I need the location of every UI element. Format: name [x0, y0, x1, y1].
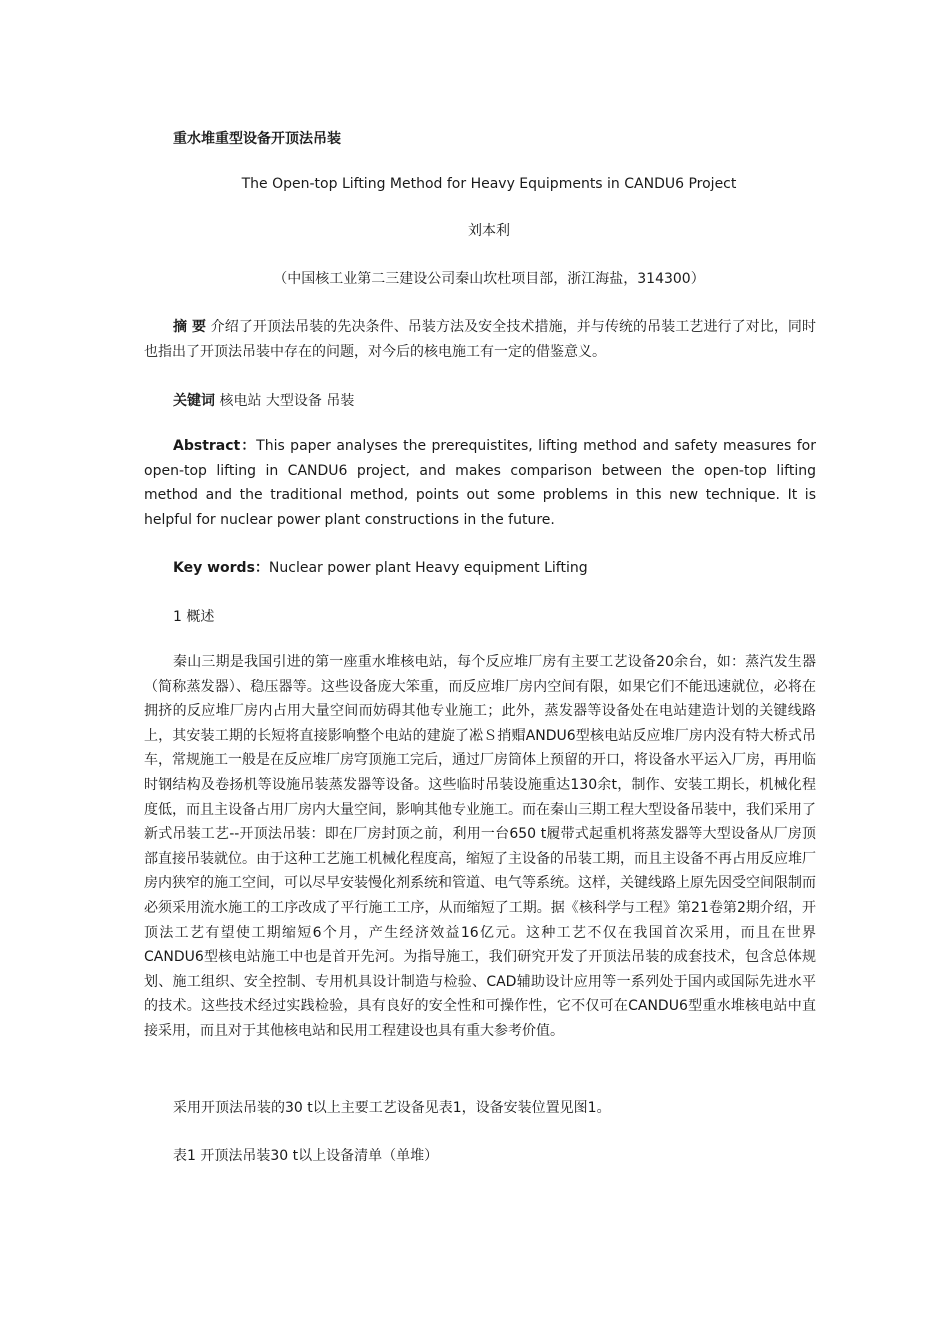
english-abstract-text: This paper analyses the prerequistites, lifting method and safety measures for open-top lifting in CANDU6 project, and makes comparison between the open-top lifting method and the traditional method, points out some problems in this new technique. It is helpful for nuclear power plant constructions in the future. — [144, 438, 816, 528]
chinese-abstract-text: 介绍了开顶法吊装的先决条件、吊装方法及安全技术措施，并与传统的吊装工艺进行了对比，同时也指出了开顶法吊装中存在的问题，对今后的核电施工有一定的借鉴意义。 — [144, 319, 817, 360]
english-title: The Open-top Lifting Method for Heavy Equipments in CANDU6 Project — [241, 176, 737, 192]
english-keywords — [144, 556, 816, 581]
chinese-keywords-text: 核电站 大型设备 吊装 — [219, 393, 355, 409]
chinese-abstract-label: 摘 要 — [173, 319, 207, 335]
chinese-abstract — [144, 315, 816, 365]
author-affiliation: （中国核工业第二三建设公司秦山坎杜项目部，浙江海盐，314300） — [273, 271, 705, 287]
english-keywords-text: Nuclear power plant Heavy equipment Lifting — [268, 560, 588, 576]
table-caption: 表1 开顶法吊装30 t以上设备清单（单堆） — [173, 1148, 439, 1164]
section-heading-overview: 1 概述 — [173, 609, 215, 625]
section-body-paragraph: 秦山三期是我国引进的第一座重水堆核电站，每个反应堆厂房有主要工艺设备20余台，如：蒸汽发生器（简称蒸发器）、稳压器等。这些设备庞大笨重，而反应堆厂房内空间有限，如果它们不能迅速就位，必将在拥挤的反应堆厂房内占用大量空间而妨碍其他专业施工；此外，蒸发器等设备处在电站建造计划的关键线路上，其安装工期的长短将直接影响整个电站的建旋了凇Ｓ捎赗ANDU6型核电站反应堆厂房内没有特大桥式吊车，常规施工一般是在反应堆厂房穹顶施工完后，通过厂房筒体上预留的开口，将设备水平运入厂房，再用临时钢结构及卷扬机等设施吊装蒸发器等设备。这些临时吊装设施重达130余t，制作、安装工期长，机械化程度低，而且主设备占用厂房内大量空间，影响其他专业施工。而在秦山三期工程大型设备吊装中，我们采用了新式吊装工艺--开顶法吊装：即在厂房封顶之前，利用一台650 t履带式起重机将蒸发器等大型设备从厂房顶部直接吊装就位。由于这种工艺施工机械化程度高，缩短了主设备的吊装工期，而且主设备不再占用反应堆厂房内狭窄的施工空间，可以尽早安装慢化剂系统和管道、电气等系统。这样，关键线路上原先因受空间限制而必须采用流水施工的工序改成了平行施工工序，从而缩短了工期。据《核科学与工程》第21卷第2期介绍，开顶法工艺有望使工期缩短6个月，产生经济效益16亿元。这种工艺不仅在我国首次采用，而且在世界CANDU6型核电站施工中也是首开先河。为指导施工，我们研究开发了开顶法吊装的成套技术，包含总体规划、施工组织、安全控制、专用机具设计制造与检验、CAD辅助设计应用等一系列处于国内或国际先进水平的技术。这些技术经过实践检验，具有良好的安全性和可操作性，它不仅可在CANDU6型重水堆核电站中直接采用，而且对于其他核电站和民用工程建设也具有重大参考价值。 — [144, 654, 816, 1039]
section-body-paragraph-2: 采用开顶法吊装的30 t以上主要工艺设备见表1，设备安装位置见图1。 — [173, 1100, 611, 1116]
chinese-title: 重水堆重型设备开顶法吊装 — [173, 131, 341, 147]
english-abstract-label: Abstract： — [173, 438, 257, 454]
english-keywords-label: Key words： — [173, 560, 269, 576]
author-name: 刘本利 — [468, 223, 510, 239]
chinese-keywords — [144, 389, 816, 414]
english-abstract — [144, 434, 816, 532]
chinese-keywords-label: 关键词 — [173, 393, 215, 409]
